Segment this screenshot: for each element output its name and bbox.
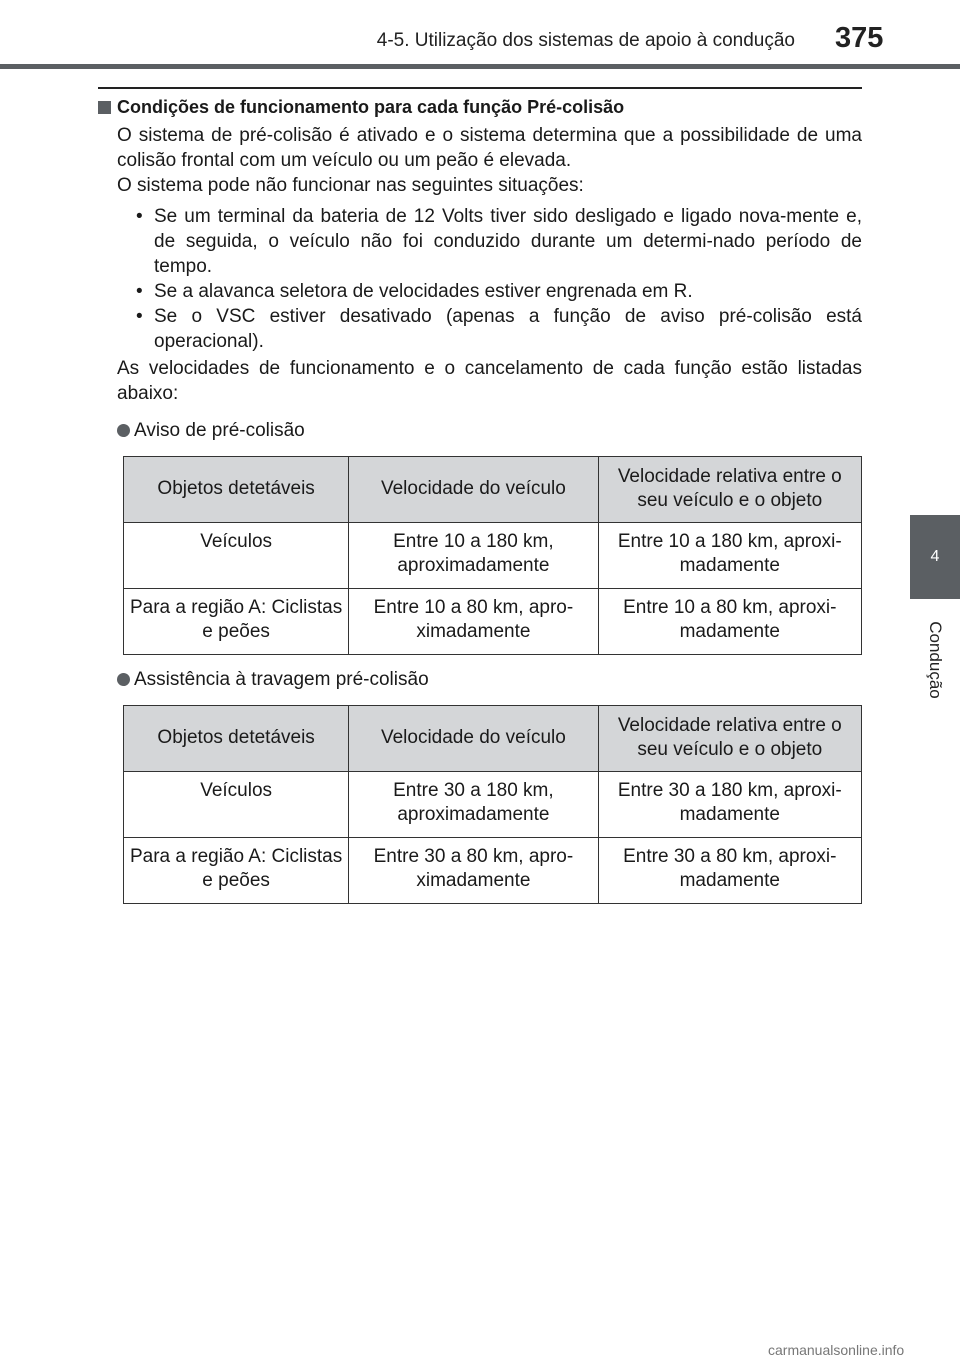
table-cell: Para a região A: Ciclistas e peões <box>124 838 349 904</box>
list-item <box>136 204 862 279</box>
table-1-title: Aviso de pré-colisão <box>134 420 305 441</box>
table-header-cell: Velocidade do veículo <box>349 706 598 772</box>
table-cell: Veículos <box>124 523 349 589</box>
table-cell: Para a região A: Ciclistas e peões <box>124 589 349 655</box>
section-rule <box>98 87 862 89</box>
chapter-tab[interactable] <box>910 515 960 599</box>
table-cell: Entre 10 a 80 km, aproxi-madamente <box>598 589 861 655</box>
list-item-text: Se a alavanca seletora de velocidades estiver engrenada em R. <box>154 281 693 302</box>
pre-collision-brake-assist-table <box>123 705 862 904</box>
table-row <box>124 589 862 655</box>
table-cell: Veículos <box>124 772 349 838</box>
table-2-title: Assistência à travagem pré-colisão <box>134 669 429 690</box>
table-row <box>124 772 862 838</box>
chapter-label-text: Condução <box>926 621 945 699</box>
circle-bullet-icon <box>117 673 130 686</box>
table-row <box>124 523 862 589</box>
list-item-text: Se um terminal da bateria de 12 Volts tiver sido desligado e ligado nova-mente e, de seguida, o veículo não foi conduzido durante um determi-nado período de tempo. <box>154 206 862 277</box>
table-cell: Entre 30 a 180 km, aproxi-madamente <box>598 772 861 838</box>
table-cell: Entre 10 a 80 km, apro-ximadamente <box>349 589 598 655</box>
outro-paragraph: As velocidades de funcionamento e o cancelamento de cada função estão listadas abaixo: <box>117 358 862 404</box>
chapter-tab-number: 4 <box>930 548 940 565</box>
table-cell: Entre 30 a 80 km, aproxi-madamente <box>598 838 861 904</box>
table-header-cell: Objetos detetáveis <box>124 457 349 523</box>
table-row <box>124 838 862 904</box>
list-item-text: Se o VSC estiver desativado (apenas a função de aviso pré-colisão está operacional). <box>154 306 862 352</box>
bullet-icon: • <box>136 206 143 227</box>
table-header-row <box>124 706 862 772</box>
section-heading-text: Condições de funcionamento para cada função Pré-colisão <box>117 97 625 117</box>
header-title: 4-5. Utilização dos sistemas de apoio à condução <box>376 30 795 51</box>
section-heading <box>98 97 862 118</box>
bullet-icon: • <box>136 281 143 302</box>
bullet-icon: • <box>136 306 143 327</box>
square-bullet-icon <box>98 101 111 114</box>
table-cell: Entre 10 a 180 km, aproxi-madamente <box>598 523 861 589</box>
table-header-cell: Velocidade relativa entre o seu veículo e o objeto <box>598 706 861 772</box>
page-number: 375 <box>835 22 884 54</box>
table-2-heading <box>117 667 862 692</box>
table-header-row <box>124 457 862 523</box>
table-cell: Entre 10 a 180 km, aproximadamente <box>349 523 598 589</box>
header-rule <box>0 64 960 69</box>
intro-situations: O sistema pode não funcionar nas seguintes situações: <box>117 175 584 196</box>
table-header-cell: Velocidade relativa entre o seu veículo e o objeto <box>598 457 861 523</box>
page-content <box>98 87 862 904</box>
intro-paragraph: O sistema de pré-colisão é ativado e o sistema determina que a possibilidade de uma colisão frontal com um veículo ou um peão é elevada. <box>117 125 862 171</box>
table-1-heading <box>117 418 862 443</box>
pre-collision-warning-table <box>123 456 862 655</box>
list-item <box>136 279 862 304</box>
list-item <box>136 304 862 354</box>
circle-bullet-icon <box>117 424 130 437</box>
table-cell: Entre 30 a 80 km, apro-ximadamente <box>349 838 598 904</box>
table-header-cell: Objetos detetáveis <box>124 706 349 772</box>
table-cell: Entre 30 a 180 km, aproximadamente <box>349 772 598 838</box>
watermark: carmanualsonline.info <box>768 1342 905 1358</box>
situations-list <box>98 204 862 354</box>
table-header-cell: Velocidade do veículo <box>349 457 598 523</box>
